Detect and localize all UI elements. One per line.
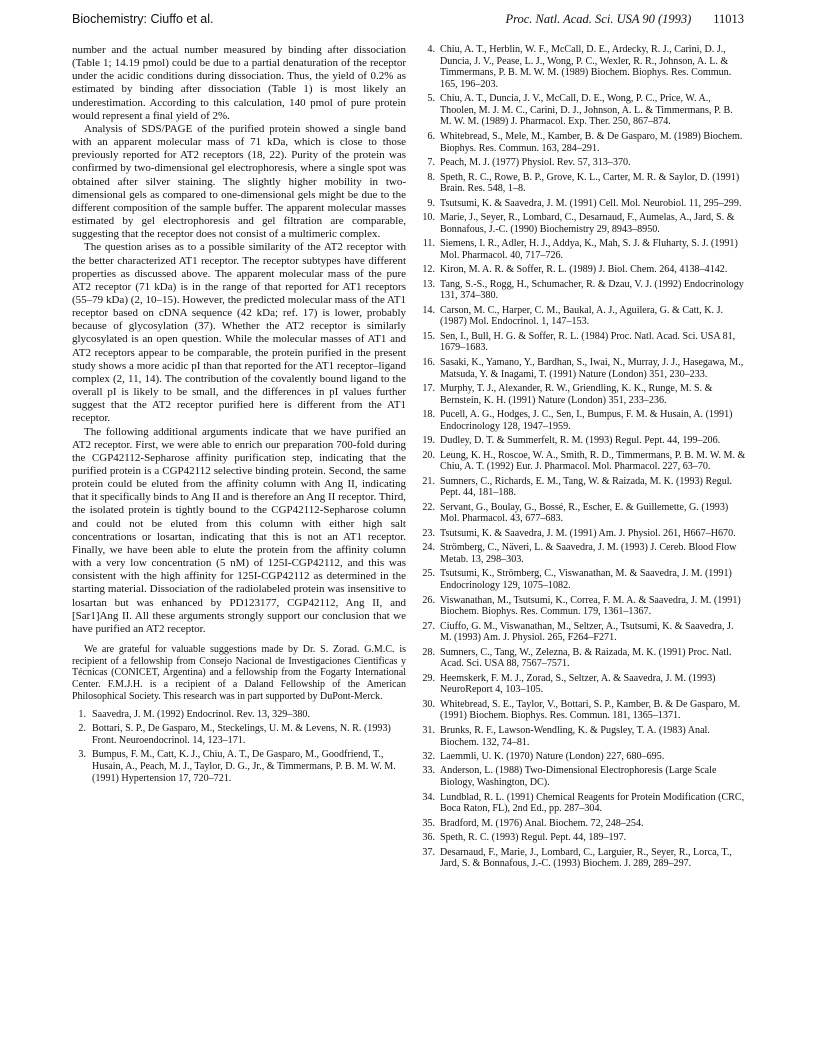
reference-number: 13.	[422, 278, 435, 290]
reference-item	[420, 264, 746, 276]
running-header	[72, 12, 744, 28]
reference-number: 17.	[422, 383, 435, 395]
body-paragraph: The following additional arguments indicate that we have purified an AT2 receptor. First, we were able to enrich our preparation 700-fold during the CGP42112-Sepharose affinity purification step, indicating that the purified protein is a CGP42112 selective binding protein. Second, the same protein could be eluted from the affinity column with Ang II, indicating that it specifically binds to Ang II and is therefore an Ang II receptor. Third, the isolated protein is tightly bound to the CGP42112-Sepharose column and could not be eluted from this column with either high salt concentrations or losartan, indicating that this is not an AT1 receptor. Finally, we have been able to elute the protein from the affinity column with a very low concentration (5 nM) of 125I-CGP42112, and this was consistent with the high affinity for 125I-CGP42112 as determined in the starting material. Dissociation of the radiolabeled protein was insensitive to losartan but was enhanced by PD123177, CGP42112, Ang II, and [Sar1]Ang II. All these arguments strongly support our conclusion that we have purified an AT2 receptor.	[72, 425, 406, 635]
reference-item	[420, 212, 746, 235]
reference-number: 15.	[422, 330, 435, 342]
page-number: 11013	[713, 12, 744, 26]
reference-item	[420, 238, 746, 261]
reference-number: 34.	[422, 791, 435, 803]
reference-list-left	[72, 709, 406, 785]
reference-text: Tsutsumi, K. & Saavedra, J. M. (1991) Am. J. Physiol. 261, H667–H670.	[440, 527, 736, 539]
reference-item	[420, 595, 746, 618]
reference-number: 32.	[422, 751, 435, 762]
reference-number: 25.	[422, 568, 435, 580]
right-column	[420, 44, 746, 873]
reference-text: Heemskerk, F. M. J., Zorad, S., Seltzer, A. & Saavedra, J. M. (1993) NeuroReport 4, 103–105.	[440, 672, 716, 696]
reference-item	[420, 818, 746, 830]
reference-text: Siemens, I. R., Adler, H. J., Addya, K., Mah, S. J. & Fluharty, S. J. (1991) Mol. Pharmacol. 40, 717–726.	[440, 238, 738, 261]
reference-number: 31.	[422, 724, 435, 736]
reference-number: 36.	[422, 832, 435, 844]
reference-number: 5.	[427, 93, 435, 105]
reference-item	[420, 93, 746, 128]
reference-number: 12.	[422, 264, 435, 276]
reference-text: Chiu, A. T., Herblin, W. F., McCall, D. E., Ardecky, R. J., Carini, D. J., Duncia, J. V., Pease, L. J., Wong, P. C., Wexler, R. R., Johnson, A. L. & Timmermans, P. B. M. W. M. (1989) Biochem. Biophys. Res. Commun. 165, 196–203.	[440, 44, 732, 90]
reference-item	[420, 131, 746, 154]
reference-text: Speth, R. C., Rowe, B. P., Grove, K. L., Carter, M. R. & Saylor, D. (1991) Brain. Res. 548, 1–8.	[440, 171, 740, 195]
reference-item	[420, 198, 746, 210]
reference-number: 37.	[422, 846, 435, 858]
reference-number: 3.	[78, 749, 86, 761]
reference-item	[420, 792, 746, 815]
reference-number: 4.	[427, 44, 435, 55]
reference-number: 35.	[422, 817, 435, 829]
reference-item	[420, 157, 746, 169]
reference-item	[72, 709, 406, 721]
reference-item	[420, 765, 746, 788]
body-paragraph: number and the actual number measured by binding after dissociation (Table 1; 14.19 pmol) could be due to a partial denaturation of the receptor under the acidic conditions during dissociation. Thus, the yield of 0.2% as estimated by binding after dissociation (Table 1) is most likely an underestimation. According to this calculation, 140 pmol of pure protein would represent a final yield of 2%.	[72, 44, 406, 122]
reference-number: 27.	[422, 620, 435, 632]
reference-text: Strömberg, C., Näveri, L. & Saavedra, J. M. (1993) J. Cereb. Blood Flow Metab. 13, 298–303.	[440, 542, 737, 565]
reference-number: 21.	[422, 475, 435, 487]
acknowledgment: We are grateful for valuable suggestions made by Dr. S. Zorad. G.M.C. is recipient of a fellowship from Consejo Nacional de Investigaciones Cientificas y Técnicas (CONICET, Argentina) and a fellowship from the Fogarty International Center. F.M.J.H. is a recipient of a Daland Fellowship of the American Philosophical Society. This research was in part supported by DuPont-Merck.	[72, 644, 406, 702]
reference-text: Saavedra, J. M. (1992) Endocrinol. Rev. 13, 329–380.	[92, 708, 311, 720]
reference-text: Pucell, A. G., Hodges, J. C., Sen, I., Bumpus, F. M. & Husain, A. (1991) Endocrinology 128, 1947–1959.	[440, 409, 733, 432]
reference-text: Bradford, M. (1976) Anal. Biochem. 72, 248–254.	[440, 817, 644, 829]
reference-item	[420, 621, 746, 644]
reference-number: 9.	[427, 197, 435, 209]
reference-item	[420, 568, 746, 591]
reference-item	[420, 832, 746, 844]
reference-item	[420, 172, 746, 195]
reference-item	[420, 528, 746, 540]
reference-item	[420, 476, 746, 499]
reference-text: Speth, R. C. (1993) Regul. Pept. 44, 189–197.	[440, 832, 627, 844]
body-paragraph: Analysis of SDS/PAGE of the purified protein showed a single band with an apparent molecular mass of 71 kDa, which is close to those previously reported for AT2 receptors (18, 22). Purity of the protein was confirmed by two-dimensional gel electrophoresis, where a single spot was obtained after silver staining. The slightly higher mobility in two-dimensional gels as compared to one-dimensional gels might be due to the different composition of the sample buffer. The apparent molecular masses estimated by gel electrophoresis and gel filtration are comparable, suggesting that the receptor does not consist of a multimeric complex.	[72, 122, 406, 241]
reference-number: 24.	[422, 542, 435, 554]
reference-text: Ciuffo, G. M., Viswanathan, M., Seltzer, A., Tsutsumi, K. & Saavedra, J. M. (1993) Am. J. Physiol. 265, F264–F271.	[440, 620, 734, 644]
reference-item	[420, 673, 746, 696]
reference-item	[420, 647, 746, 670]
reference-text: Carson, M. C., Harper, C. M., Baukal, A. J., Aguilera, G. & Catt, K. J. (1987) Mol. Endocrinol. 1, 147–153.	[440, 304, 724, 328]
header-left: Biochemistry: Ciuffo et al.	[72, 12, 214, 26]
reference-text: Leung, K. H., Roscoe, W. A., Smith, R. D., Timmermans, P. B. M. W. M. & Chiu, A. T. (1992) Eur. J. Pharmacol. Mol. Pharmacol. 227, 63–70.	[440, 449, 746, 473]
reference-item	[420, 357, 746, 380]
reference-item	[420, 450, 746, 473]
reference-number: 33.	[422, 765, 435, 777]
body-paragraph: The question arises as to a possible similarity of the AT2 receptor with the better characterized AT1 receptor. The receptor subtypes have different properties as discussed above. The apparent molecular mass of the pure AT2 receptor (71 kDa) is in the range of that reported for AT1 receptors (55–79 kDa) (2, 10–15). However, the predicted molecular mass of the AT1 receptor based on cDNA sequence (42 kDa; ref. 17) is lower, probably because of glycosylation (37). Whether the AT2 receptor is similarly glycosylated is an open question. While the molecular masses of AT1 and AT2 receptors appear to be comparable, the protein purified in the present study shows a more acidic pI than that reported for the AT1 receptor–ligand complex (2, 11, 14). The contribution of the covalently bound ligand to the overall pI is likely to be small, and the differences in pI values further suggest that the AT2 receptor purified here is different from the AT1 receptor.	[72, 241, 406, 425]
reference-number: 18.	[422, 409, 435, 421]
reference-text: Sasaki, K., Yamano, Y., Bardhan, S., Iwai, N., Murray, J. J., Hasegawa, M., Matsuda, Y. & Inagami, T. (1991) Nature (London) 351, 230–233.	[440, 356, 744, 380]
reference-item	[420, 435, 746, 447]
reference-text: Viswanathan, M., Tsutsumi, K., Correa, F. M. A. & Saavedra, J. M. (1991) Biochem. Biophys. Res. Commun. 179, 1361–1367.	[440, 594, 741, 618]
reference-item	[420, 44, 746, 90]
reference-number: 22.	[422, 501, 435, 513]
reference-text: Peach, M. J. (1977) Physiol. Rev. 57, 313–370.	[440, 157, 631, 169]
reference-number: 16.	[422, 356, 435, 368]
reference-text: Desarnaud, F., Marie, J., Lombard, C., Larguier, R., Seyer, R., Lorca, T., Jard, S. & Bonnafous, J.-C. (1993) Biochem. J. 289, 289–297.	[440, 846, 732, 870]
reference-list-right	[420, 44, 746, 870]
reference-number: 20.	[422, 449, 435, 461]
reference-item	[420, 305, 746, 328]
reference-number: 23.	[422, 527, 435, 539]
reference-item	[420, 725, 746, 748]
reference-item	[420, 383, 746, 406]
reference-number: 30.	[422, 698, 435, 710]
header-right	[505, 12, 744, 27]
reference-text: Tsutsumi, K., Strömberg, C., Viswanathan, M. & Saavedra, J. M. (1991) Endocrinology 129, 1075–1082.	[440, 568, 732, 592]
reference-text: Dudley, D. T. & Summerfelt, R. M. (1993) Regul. Pept. 44, 199–206.	[440, 435, 721, 447]
reference-text: Chiu, A. T., Duncia, J. V., McCall, D. E., Wong, P. C., Price, W. A., Thoolen, M. J. M. C., Carini, D. J., Johnson, A. L. & Timmermans, P. B. M. W. M. (1989) J. Pharmacol. Exp. Ther. 250, 867–874.	[440, 93, 733, 128]
reference-text: Servant, G., Boulay, G., Bossé, R., Escher, E. & Guillemette, G. (1993) Mol. Pharmacol. 43, 677–683.	[440, 501, 729, 525]
reference-number: 6.	[427, 130, 435, 142]
reference-text: Tsutsumi, K. & Saavedra, J. M. (1991) Cell. Mol. Neurobiol. 11, 295–299.	[440, 197, 742, 209]
reference-item	[420, 751, 746, 763]
reference-number: 29.	[422, 672, 435, 684]
header-journal: Proc. Natl. Acad. Sci. USA 90 (1993)	[505, 12, 692, 26]
reference-item	[420, 542, 746, 565]
reference-number: 19.	[422, 435, 435, 447]
reference-text: Lundblad, R. L. (1991) Chemical Reagents for Protein Modification (CRC, Boca Raton, FL), 2nd Ed., pp. 287–304.	[440, 791, 745, 815]
header-spacer	[691, 12, 713, 26]
left-column	[72, 44, 406, 787]
reference-text: Whitebread, S. E., Taylor, V., Bottari, S. P., Kamber, B. & De Gasparo, M. (1991) Biochem. Biophys. Res. Commun. 181, 1365–1371.	[440, 698, 741, 722]
reference-item	[420, 847, 746, 870]
reference-text: Whitebread, S., Mele, M., Kamber, B. & De Gasparo, M. (1989) Biochem. Biophys. Res. Commun. 163, 284–291.	[440, 130, 743, 154]
reference-text: Marie, J., Seyer, R., Lombard, C., Desarnaud, F., Aumelas, A., Jard, S. & Bonnafous, J.-C. (1990) Biochemistry 29, 8943–8950.	[440, 212, 735, 235]
reference-number: 1.	[78, 708, 86, 720]
reference-item	[420, 331, 746, 354]
reference-number: 11.	[422, 238, 435, 250]
reference-text: Sumners, C., Richards, E. M., Tang, W. & Raizada, M. K. (1993) Regul. Pept. 44, 181–188.	[440, 475, 733, 499]
reference-text: Bottari, S. P., De Gasparo, M., Steckelings, U. M. & Levens, N. R. (1993) Front. Neuroendocrinol. 14, 123–171.	[92, 723, 391, 746]
reference-item	[72, 749, 406, 784]
reference-text: Laemmli, U. K. (1970) Nature (London) 227, 680–695.	[440, 751, 665, 762]
reference-item	[420, 409, 746, 432]
reference-text: Tang, S.-S., Rogg, H., Schumacher, R. & Dzau, V. J. (1992) Endocrinology 131, 374–380.	[440, 278, 744, 302]
reference-text: Sumners, C., Tang, W., Zelezna, B. & Raizada, M. K. (1991) Proc. Natl. Acad. Sci. USA 88, 7567–7571.	[440, 646, 732, 670]
reference-item	[420, 502, 746, 525]
reference-item	[420, 279, 746, 302]
reference-item	[420, 699, 746, 722]
reference-number: 26.	[422, 594, 435, 606]
reference-item	[72, 723, 406, 746]
reference-number: 7.	[427, 157, 435, 169]
reference-text: Kiron, M. A. R. & Soffer, R. L. (1989) J. Biol. Chem. 264, 4138–4142.	[440, 264, 728, 276]
reference-text: Anderson, L. (1988) Two-Dimensional Electrophoresis (Large Scale Biology, Washington, DC).	[440, 765, 717, 789]
reference-text: Brunks, R. F., Lawson-Wendling, K. & Pugsley, T. A. (1983) Anal. Biochem. 132, 74–81.	[440, 724, 710, 748]
reference-number: 28.	[422, 646, 435, 658]
reference-text: Sen, I., Bull, H. G. & Soffer, R. L. (1984) Proc. Natl. Acad. Sci. USA 81, 1679–1683.	[440, 330, 736, 354]
reference-number: 8.	[427, 171, 435, 183]
reference-number: 2.	[78, 723, 86, 735]
reference-text: Murphy, T. J., Alexander, R. W., Griendling, K. K., Runge, M. S. & Bernstein, K. H. (1991) Nature (London) 351, 233–236.	[440, 383, 713, 406]
reference-number: 14.	[422, 304, 435, 316]
reference-text: Bumpus, F. M., Catt, K. J., Chiu, A. T., De Gasparo, M., Goodfriend, T., Husain, A., Peach, M. J., Taylor, D. G., Jr., & Timmermans, P. B. M. W. M. (1991) Hypertension 17, 720–721.	[92, 749, 396, 784]
reference-number: 10.	[422, 212, 435, 224]
